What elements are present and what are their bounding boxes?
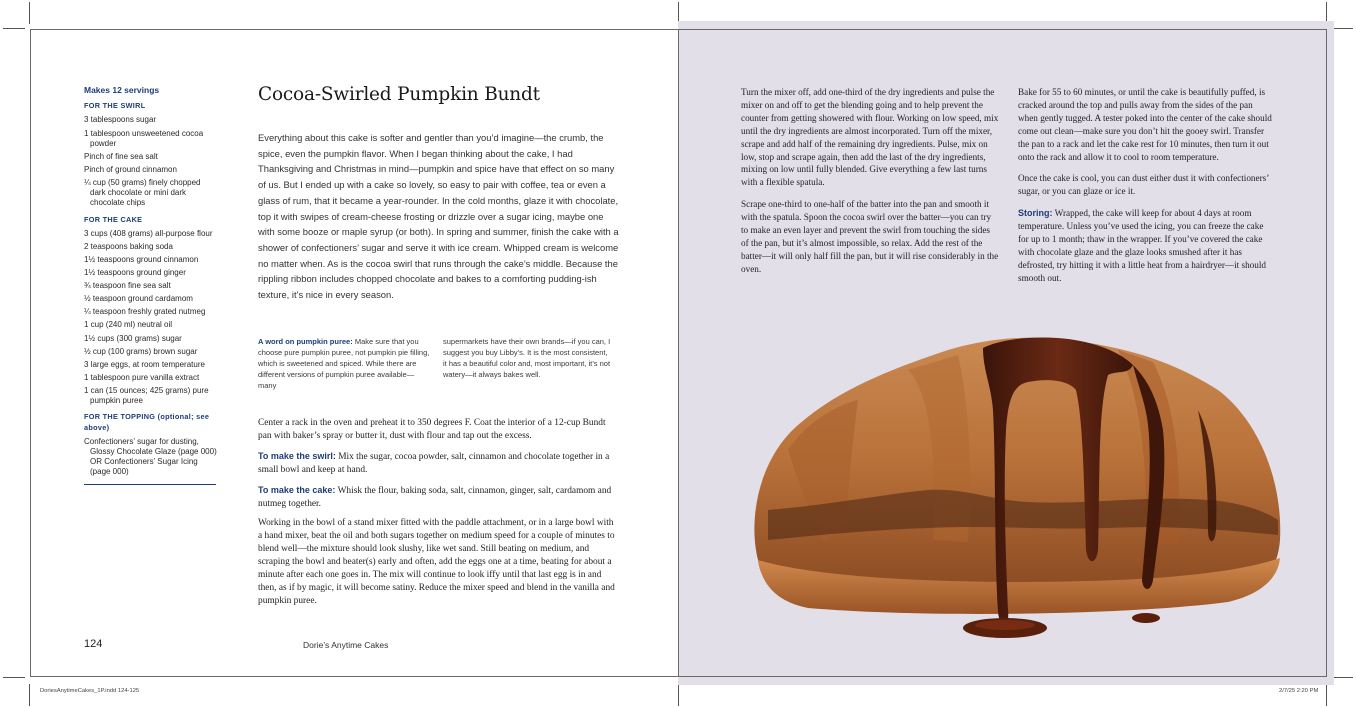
ingredient-item: 1 tablespoon pure vanilla extract	[84, 372, 200, 382]
ingredient-item: ¾ teaspoon fine sea salt	[84, 281, 171, 291]
crop-mark	[3, 677, 25, 678]
ingredient-item: 3 tablespoons sugar	[84, 115, 157, 125]
step-mixer: Working in the bowl of a stand mixer fitted with the paddle attachment, or in a large bowl with a hand mixer, beat the oil and both sugars together on medium speed for a couple of minutes to blend well—the mixture should look slushy, like wet sand. Still beating on medium, and scraping the bowl and beater(s) early and often, add the eggs one at a time, beating for about a minute after each one goes in. The mix will continue to look iffy until that last egg is in and then, as if by magic, it will become satiny. Reduce the mixer speed and blend in the vanilla and pumpkin puree.	[258, 518, 615, 606]
recipe-steps-right-col2	[1018, 86, 1272, 294]
crop-mark	[1331, 677, 1353, 678]
bundt-cake-photo	[728, 330, 1293, 645]
running-head: Dorie’s Anytime Cakes	[303, 640, 389, 650]
pumpkin-note-label: A word on pumpkin puree:	[258, 337, 353, 346]
spine-line	[678, 29, 679, 677]
crop-mark	[1331, 28, 1353, 29]
step-cake-text: Whisk the flour, baking soda, salt, cinnamon, ginger, salt, cardamom and nutmeg together.	[258, 485, 612, 509]
ingredient-item: Confectioners’ sugar for dusting, Glossy Chocolate Glaze (page 000) OR Confectioners’ Sugar Icing (page 000)	[84, 436, 217, 477]
ingredient-item: 1 can (15 ounces; 425 grams) pure pumpkin puree	[84, 385, 209, 406]
sidebar-rule	[84, 484, 216, 485]
ingredient-item: 2 teaspoons baking soda	[84, 241, 173, 251]
ingredient-item: 1 cup (240 ml) neutral oil	[84, 320, 173, 330]
page-number: 124	[84, 638, 103, 650]
section-heading-topping: FOR THE TOPPING (optional; see above)	[84, 412, 210, 432]
pumpkin-note-col1	[258, 336, 430, 391]
ingredient-item: Pinch of ground cinnamon	[84, 164, 177, 174]
step-preheat: Center a rack in the oven and preheat it to 350 degrees F. Coat the interior of a 12-cup Bundt pan with baker’s spray or butter it, dust with flour and tap out the excess.	[258, 418, 606, 441]
step-swirl	[258, 450, 618, 477]
ingredient-item: ¼ cup (50 grams) finely chopped dark chocolate or mini dark chocolate chips	[84, 177, 201, 208]
ingredient-item: 1½ teaspoons ground ginger	[84, 268, 186, 278]
ingredients-sidebar	[84, 85, 218, 485]
file-slug: DoriesAnytimeCakes_1P.indd 124-125	[40, 688, 140, 694]
crop-mark	[1326, 684, 1327, 706]
ingredient-item: ¼ teaspoon freshly grated nutmeg	[84, 307, 206, 317]
section-heading-swirl: FOR THE SWIRL	[84, 101, 146, 111]
pumpkin-note-col2: supermarkets have their own brands—if you can, I suggest you buy Libby’s. It is the most consistent, it has a beautiful color and, most important, it’s not watery—it always bakes well.	[443, 337, 611, 380]
storing-label: Storing:	[1018, 208, 1053, 219]
step-bake: Bake for 55 to 60 minutes, or until the cake is beautifully puffed, is cracked around the top and pulls away from the sides of the pan when gently tugged. A tester poked into the center of the cake should come out clean—make sure you don’t hit the gooey swirl. Transfer the pan to a rack and let the cake rest for 10 minutes, then turn it out onto the rack and allow it to cool to room temperature.	[1018, 87, 1272, 162]
ingredient-item: ½ teaspoon ground cardamom	[84, 294, 193, 304]
crop-mark	[29, 2, 30, 24]
crop-mark	[678, 684, 679, 706]
ingredient-item: 1½ teaspoons ground cinnamon	[84, 254, 199, 264]
ingredient-item: Pinch of fine sea salt	[84, 151, 158, 161]
recipe-steps-left	[258, 417, 618, 615]
step-cake	[258, 484, 618, 511]
step-swirl-label: To make the swirl:	[258, 450, 336, 461]
recipe-title: Cocoa-Swirled Pumpkin Bundt	[258, 84, 540, 105]
crop-mark	[3, 28, 25, 29]
section-heading-cake: FOR THE CAKE	[84, 214, 143, 224]
ingredient-item: 3 cups (408 grams) all-purpose flour	[84, 228, 213, 238]
recipe-intro: Everything about this cake is softer and gentler than you’d imagine—the crumb, the spice, even the pumpkin flavor. When I began thinking about the cake, I had Thanksgiving and Christmas in mind—pumpkin and spice have that effect on so many of us. But I ended up with a cake so lovely, so easy to pair with coffee, tea or even a glass of rum, that it became a year-rounder. In the cold months, glaze it with chocolate, top it with swipes of cream-cheese frosting or drizzle over a sugar icing, maybe one with some booze or maple syrup (or both). In spring and summer, finish the cake with a shower of confectioners’ sugar and serve it with ice cream. Whipped cream is welcome no matter when. As is the cocoa swirl that runs through the cake’s middle. Because the rippling ribbon includes chopped chocolate and bakes to a comforting pudding-ish texture, it’s nice in every season.	[258, 132, 619, 301]
pumpkin-note-text: Make sure that you choose pure pumpkin puree, not pumpkin pie filling, which is sweetened and spiced. While there are different versions of pumpkin puree available—many	[258, 337, 430, 391]
step-cool: Once the cake is cool, you can dust either dust it with confectioners’ sugar, or you can glaze or ice it.	[1018, 173, 1269, 197]
recipe-steps-right-col1	[741, 86, 999, 285]
step-batter: Scrape one-third to one-half of the batter into the pan and smooth it with the spatula. Spoon the cocoa swirl over the batter—you can try to make an even layer and prevent the swirl from touching the sides of the pan, but it’s almost impossible, so relax. Add the rest of the batter—it will only half fill the pan, but it will rise considerably in the oven.	[741, 199, 999, 274]
step-swirl-text: Mix the sugar, cocoa powder, salt, cinnamon and chocolate together in a small bowl and keep at hand.	[258, 451, 610, 475]
ingredient-item: 3 large eggs, at room temperature	[84, 359, 205, 369]
crop-mark	[29, 684, 30, 706]
step-dry: Turn the mixer off, add one-third of the dry ingredients and pulse the mixer on and off to get the blending going and to help prevent the counter from getting showered with flour. Working on low speed, mix until the dry ingredients are almost incorporated. Turn off the mixer, scrape and add half of the remaining dry ingredients. Pulse, mix on low, stop and scrape again, then add the last of the dry ingredients, mixing on low until fully blended. Give everything a few last turns with a flexible spatula.	[741, 87, 999, 188]
yield-label: Makes 12 servings	[84, 85, 160, 95]
ingredient-item: 1½ cups (300 grams) sugar	[84, 333, 182, 343]
ingredient-item: 1 tablespoon unsweetened cocoa powder	[84, 128, 204, 148]
date-slug: 2/7/25 2:20 PM	[1279, 688, 1319, 694]
storing-text: Wrapped, the cake will keep for about 4 days at room temperature. Unless you’ve used the icing, you can freeze the cake for up to 1 month; thaw in the wrapper. If you’ve covered the cake with chocolate glaze and the glaze looks smushed after it has defrosted, try hitting it with a little heat from a hairdryer—it should smooth out.	[1018, 208, 1267, 283]
step-storing	[1018, 207, 1272, 284]
step-cake-label: To make the cake:	[258, 484, 336, 495]
ingredient-item: ½ cup (100 grams) brown sugar	[84, 346, 198, 356]
